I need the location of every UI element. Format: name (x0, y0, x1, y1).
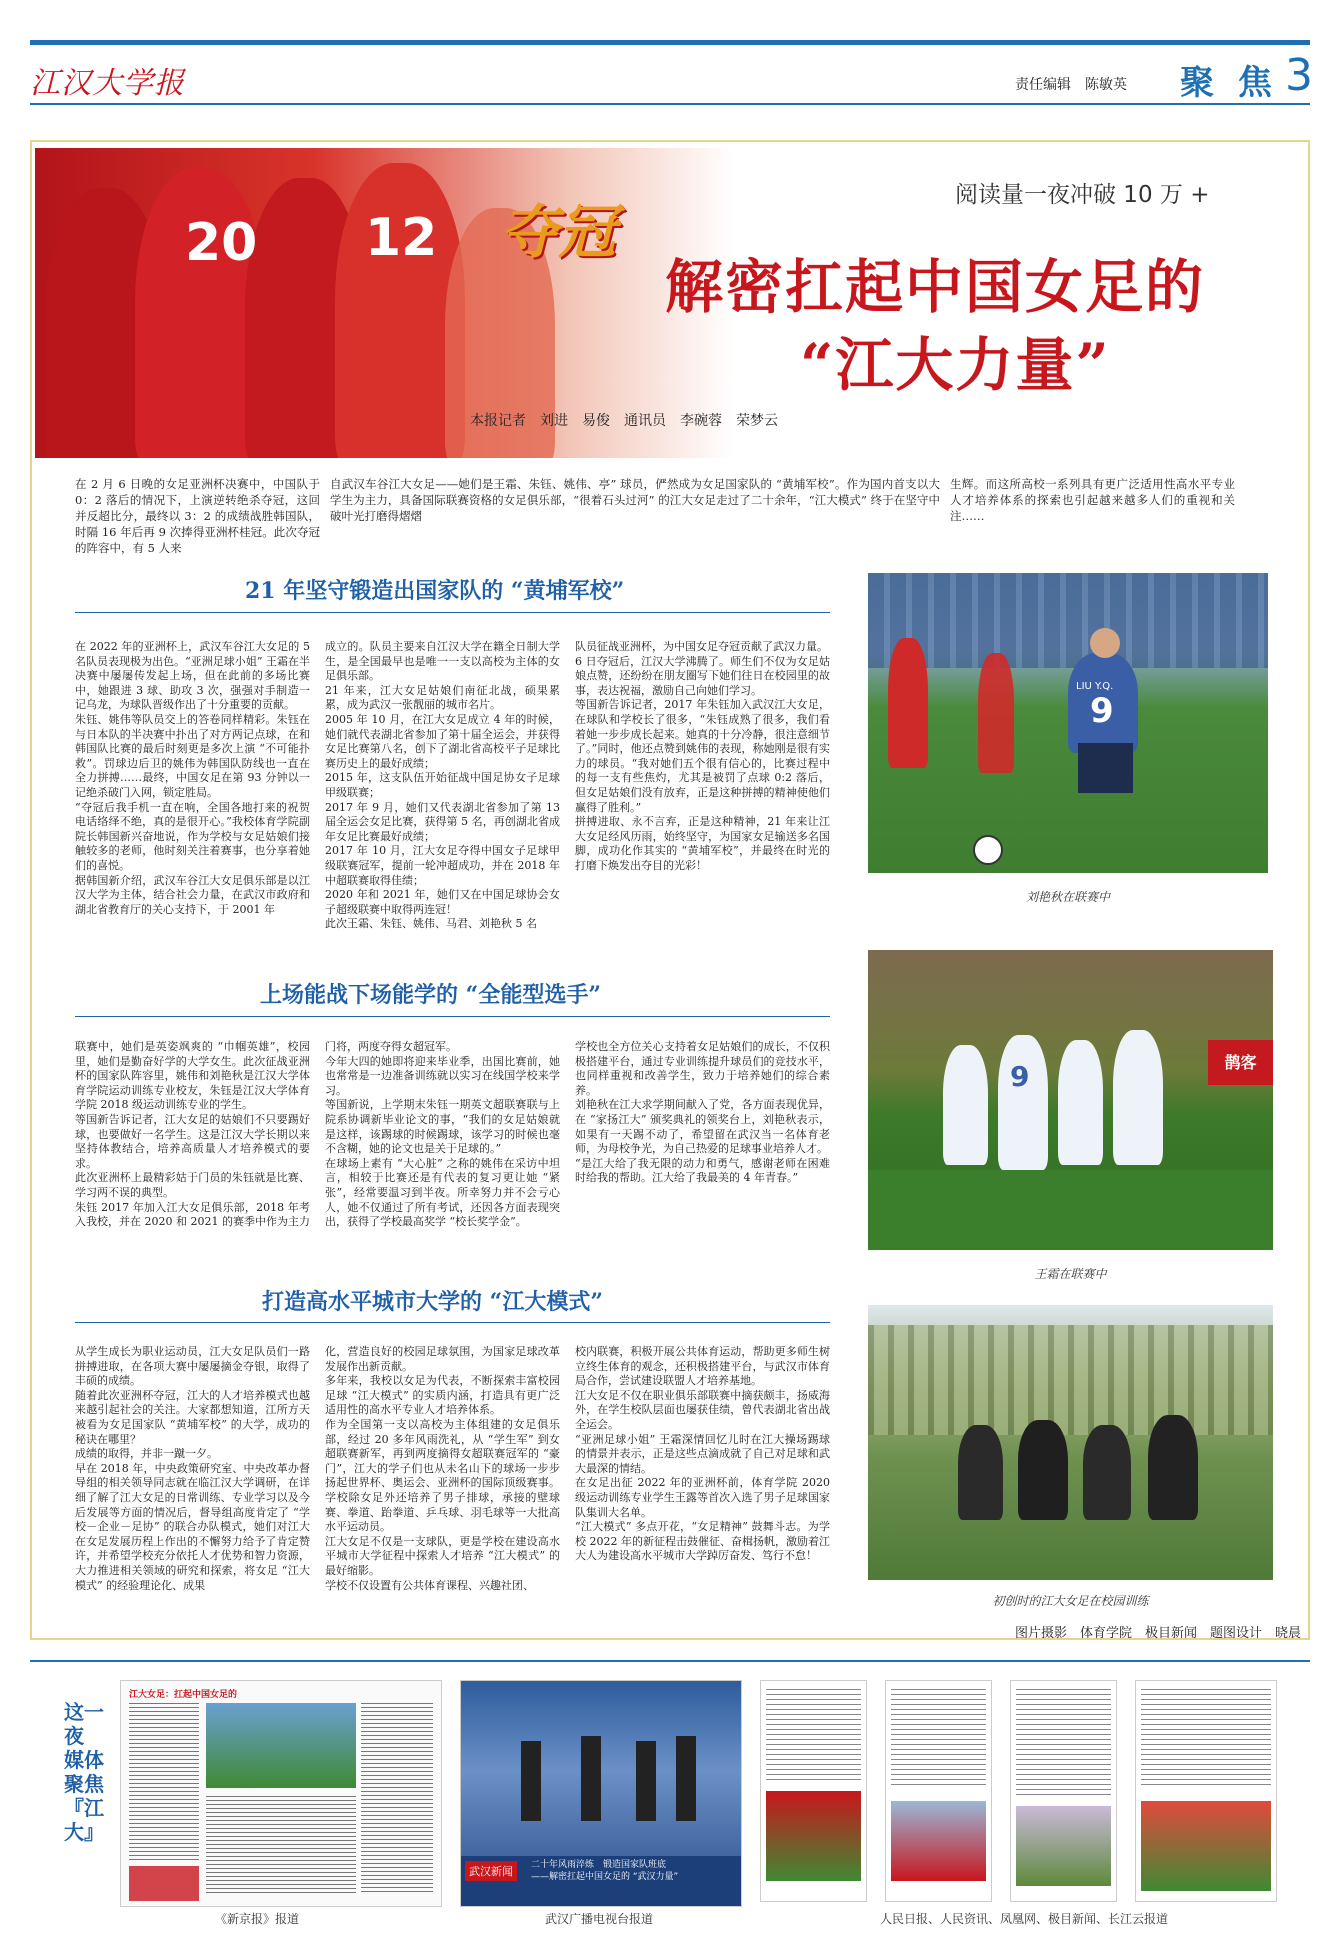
photo-wang-shuang (868, 950, 1273, 1250)
photo-caption-training: 初创时的江大女足在校园训练 (992, 1594, 1149, 1608)
lead-col-3: 生辉。而这所高校一系列具有更广泛适用性高水平专业人才培养体系的探索也引起越来越多人们的重视和关注…… (950, 477, 1235, 523)
media-caption-others: 人民日报、人民资讯、凤凰网、极目新闻、长江云报道 (880, 1912, 1169, 1926)
media-caption-wuhan-tv: 武汉广播电视台报道 (545, 1912, 654, 1926)
masthead-logo: 江汉大学报 (30, 66, 185, 101)
section2-title: 上场能战下场能学的 “全能型选手” (260, 982, 601, 1008)
jersey-number: 9 (1090, 691, 1114, 731)
masthead-top-rule (30, 40, 1310, 45)
section1-rule (75, 612, 830, 613)
reading-count: 阅读量一夜冲破 10 万 + (955, 182, 1210, 208)
main-headline-line2: “江大力量” (800, 331, 1111, 399)
section3-title: 打造高水平城市大学的 “江大模式” (262, 1289, 603, 1315)
media-thumb-2 (885, 1680, 992, 1902)
media-title: 这一夜 媒体聚焦 『江大』 (64, 1700, 104, 1844)
byline: 本报记者 刘进 易俊 通讯员 李碗蓉 荣梦云 (470, 413, 778, 429)
section1-col-2: 成立的。队员主要来自江汉大学在籍全日制大学生，是全国最早也是唯一一支以高校为主体的女足俱乐部。 21 年来，江大女足姑娘们南征北战，硕果累累，成为武汉一张靓丽的城市名片。 2005 年 10 月，在江大女足成立 4 年的时候，她们就代表湖北省参加了第十届全运会，并获得女足比赛第八名，创下了湖北省高校平子足球比赛历史上的最好成绩； 2015 年，这支队伍开始征战中国足协女子足球甲级联赛； 2017 年 9 月，她们又代表湖北省参加了第 13 届全运会女足比赛，获得第 5 名，再创湖北省成年女足比赛最好成绩； 2017 年 10 月，江大女足夺得中国女子足球甲级联赛冠军，提前一轮冲超成功，并在 2018 年中超联赛取得佳绩； 2020 年和 2021 年，她们又在中国足球协会女子超级联赛中取得两连冠！ 此次王霜、朱钰、姚伟、马君、刘艳秋 5 名 (325, 640, 560, 931)
photo-early-training (868, 1305, 1273, 1580)
photo-credits: 图片摄影 体育学院 极目新闻 题图设计 晓晨 (1015, 1626, 1302, 1641)
jersey-number: 9 (1010, 1060, 1030, 1093)
jersey-number: 12 (365, 208, 438, 268)
section1-col-3: 队员征战亚洲杯，为中国女足夺冠贡献了武汉力量。 6 日夺冠后，江汉大学沸腾了。师生们不仅为女足姑娘点赞，还纷纷在朋友圈写下她们往日在校园里的故事，表达祝福，激励自己向她们学习。 等国新告诉记者，2017 年朱钰加入武汉江大女足，在球队和学校长了很多，“朱钰成熟了很多，我们看着她一步步成长起来。她真的十分冷静，很注意细节了。”同时，他还点赞到姚伟的表现，称她刚是很有实力的球员。“我对她们五个很有信心的，比赛过程中的每一支有些焦灼，尤其是被罚了点球 0:2 落后，但女足姑娘们没有放弃，正是这种拼搏的精神使他们赢得了胜利。” 拼搏进取、永不言弃，正是这种精神，21 年来让江大女足经风历雨，始终坚守，为国家女足输送多名国脚，成功化作其实的 “黄埔军校”，并最终在时光的打磨下焕发出夺目的光彩！ (575, 640, 830, 872)
football-icon (973, 835, 1003, 865)
photo-liu-yanqiu (868, 573, 1268, 873)
photo-caption-wang: 王霜在联赛中 (1034, 1267, 1107, 1281)
section3-col-2: 化，营造良好的校园足球氛围，为国家足球改革发展作出新贡献。 多年来，我校以女足为代表，不断探索丰富校园足球 “江大模式” 的实质内涵，打造具有更广泛适用性的高水平专业人才培养体系。 作为全国第一支以高校为主体组建的女足俱乐部，经过 20 多年风雨洗礼，从 “学生军” 到女超联赛新军，再到两度摘得女超联赛冠军的 “豪门”，江大的学子们也从未名山下的球场一步步扬起世界杯、奥运会、亚洲杯的国际顶级赛事。学校除女足外还培养了男子排球，承接的壁球赛、拳道、跆拳道、乒乓球、羽毛球等一大批高水平运动员。 江大女足不仅是一支球队，更是学校在建设高水平城市大学征程中探索人才培养 “江大模式” 的最好缩影。 学校不仅设置有公共体育课程、兴趣社团、 (325, 1345, 560, 1592)
section2-col-3: 学校也全方位关心支持着女足姑娘们的成长，不仅积极搭建平台，通过专业训练提升球员们的竞技水平，也同样重视和改善学生，致力于培养她们的综合素养。 刘艳秋在江大求学期间献入了党，各方面表现优异，在 “家扬江大” 颁奖典礼的领奖台上，刘艳秋表示，如果有一天踢不动了，希望留在武汉当一名体育老师，为母校争光，为自己热爱的足球事业培养人才。 “是江大给了我无限的动力和勇气，感谢老师在困难时给我的帮助。江大给了我最美的 4 年青春。” (575, 1040, 830, 1185)
section1-title: 21 年坚守锻造出国家队的 “黄埔军校” (245, 578, 625, 604)
media-thumb-1 (760, 1680, 867, 1902)
media-thumb-wuhan-tv (460, 1680, 742, 1907)
section3-col-1: 从学生成长为职业运动员，江大女足队员们一路拼搏进取，在各项大赛中屡屡摘金夺银，取得了丰硕的成绩。 随着此次亚洲杯夺冠，江大的人才培养模式也越来越引起社会的关注。大家都想知道，江所方天被看为女足国家队 “黄埔军校” 的大学，成功的秘诀在哪里？ 成绩的取得，并非一蹴一夕。 早在 2018 年，中央政策研究室、中央改革办督导组的相关领导同志就在临江汉大学调研，在详细了解了江大女足的日常训练、专业学习以及今后发展等方面的情况后，督导组高度肯定了 “学校－企业－足协” 的联合办队模式，她们对江大在女足发展历程上作出的不懈努力给予了肯定赞许，并希望学校充分依托人才优势和智力资源，大力推进相关领域的研究和探索，将女足 “江大模式” 的经验理论化、成果 (75, 1345, 310, 1592)
media-caption-beijing-news: 《新京报》报道 (215, 1912, 300, 1926)
lead-col-1: 在 2 月 6 日晚的女足亚洲杯决赛中，中国队于 0：2 落后的情况下，上演逆转绝杀夺冠，这回并反超比分，最终以 3：2 的成绩战胜韩国队，时隔 16 年后再 9 次捧得亚洲杯桂冠。此次夺冠的阵容中，有 5 人来 (75, 477, 320, 555)
lead-col-2: 自武汉车谷江大女足——她们是王霜、朱钰、姚伟、亭” 球员，俨然成为女足国家队的 “黄埔军校”。作为国内首支以大学生为主力，具备国际联赛资格的女足俱乐部，“很着石头过河” 的江大女足走过了二十余年，“江大模式” 终于在坚守中破叶光打磨得熠熠 (330, 477, 940, 523)
tv-logo: 武汉新闻 (465, 1861, 517, 1881)
jersey-name: LIU Y.Q. (1076, 681, 1114, 692)
tv-banner-text: 二十年风雨淬炼 锻造国家队班底 ——解密扛起中国女足的 “武汉力量” (531, 1860, 679, 1882)
photo-caption-liu: 刘艳秋在联赛中 (1025, 890, 1110, 904)
section2-rule (75, 1016, 830, 1017)
page-number: 3 (1285, 50, 1313, 101)
thumb-headline: 江大女足：扛起中国女足的 (129, 1690, 238, 1700)
main-headline-line1: 解密扛起中国女足的 (665, 253, 1206, 321)
section3-col-3: 校内联赛，积极开展公共体育运动，帮助更多师生树立终生体育的观念，还积极搭建平台，与武汉市体育局合作，尝试建设联盟人才培养基地。 江大女足不仅在职业俱乐部联赛中摘获颇丰，扬威海外，在学生校队层面也屡获佳绩，曾代表湖北省出战全运会。 “亚洲足球小姐” 王霜深情回忆儿时在江大操场踢球的情景并表示，正是这些点滴成就了自己对足球和武大最深的情结。 在女足出征 2022 年的亚洲杯前，体育学院 2020 级运动训练专业学生王露等首次入选了男子足球国家队集训大名单。 “江大模式” 多点开花，“女足精神” 鼓舞斗志。为学校 2022 年的新征程击鼓催征、奋楫扬帆，激励着江大人为建设高水平城市大学踔厉奋发、笃行不怠！ (575, 1345, 830, 1563)
section2-col-1: 联赛中，她们是英姿飒爽的 “巾帼英雄”，校园里，她们是勤奋好学的大学女生。此次征战亚洲杯的国家队阵容里，姚伟和刘艳秋是江汉大学体育学院运动训练专业校友，朱钰是江汉大学体育学院 2018 级运动训练专业的学生。 等国新告诉记者，江大女足的姑娘们不只要踢好球，也要做好一名学生。这是江汉大学长期以来坚持体教结合，培养高质量人才培养模式的要求。 此次亚洲杯上最精彩姑于门员的朱钰就是比赛、学习两不误的典型。 朱钰 2017 年加入江大女足俱乐部，2018 年考入我校，并在 2020 和 2021 的赛季中作为主力 (75, 1040, 310, 1229)
responsible-editor: 责任编辑 陈敏英 (1015, 77, 1127, 93)
championship-stamp: 夺冠 (500, 198, 617, 266)
section-title: 聚 焦 (1180, 63, 1278, 103)
section3-rule (75, 1322, 830, 1323)
media-thumb-4 (1135, 1680, 1277, 1902)
media-thumb-3 (1010, 1680, 1117, 1902)
ad-board: 鹊客 (1208, 1040, 1273, 1085)
jersey-number: 20 (185, 213, 258, 273)
section2-col-2: 门将，两度夺得女超冠军。 今年大四的她即将迎来毕业季，出国比赛前，她也常常是一边准备训练就以实习在线国学校来学习。 等国新说，上学期末朱钰一期英文超联赛联与上院系协调新毕业论文的事，“我们的女足姑娘就是这样，该踢球的时候踢球，该学习的时候也毫不含糊，她的论文也是关于足球的。” 在球场上素有 “大心脏” 之称的姚伟在采访中坦言，相较于比赛还是有代表的复习更让她 “紧张”，经常要温习到半夜。所幸努力并不会亏心人，她不仅通过了所有考试，还因各方面表现突出，获得了学校最高奖学 “校长奖学金”。 (325, 1040, 560, 1229)
masthead-bottom-rule (30, 103, 1310, 105)
media-thumb-beijing-news (120, 1680, 442, 1907)
section1-col-1: 在 2022 年的亚洲杯上，武汉车谷江大女足的 5 名队员表现极为出色。“亚洲足球小姐” 王霜在半决赛中屡屡传发起上场，但在此前的多场比赛中，她跟进 3 球、助攻 3 次，强强对手制造一记乌龙，为球队晋级作出了十分重要的贡献。 朱钰、姚伟等队员交上的答卷同样精彩。朱钰在与日本队的半决赛中扑出了对方两记点球，在和韩国队比赛的最后时刻更是多次上演 “不可能扑救”。罚球边后卫的姚伟为韩国队防线也一直在全力拼搏……最终，中国女足在第 93 分钟以一记绝杀破门入网，锁定胜局。 “夺冠后我手机一直在响，全国各地打来的祝贺电话络绎不绝，真的是很开心。”我校体育学院副院长韩国新兴奋地说，作为学校与女足姑娘们接触较多的老师，他时刻关注着赛事，也分享着她们的喜悦。 据韩国新介绍，武汉车谷江大女足俱乐部是以江汉大学为主体，结合社会力量，在武汉市政府和湖北省教育厅的关心支持下，于 2001 年 (75, 640, 310, 916)
